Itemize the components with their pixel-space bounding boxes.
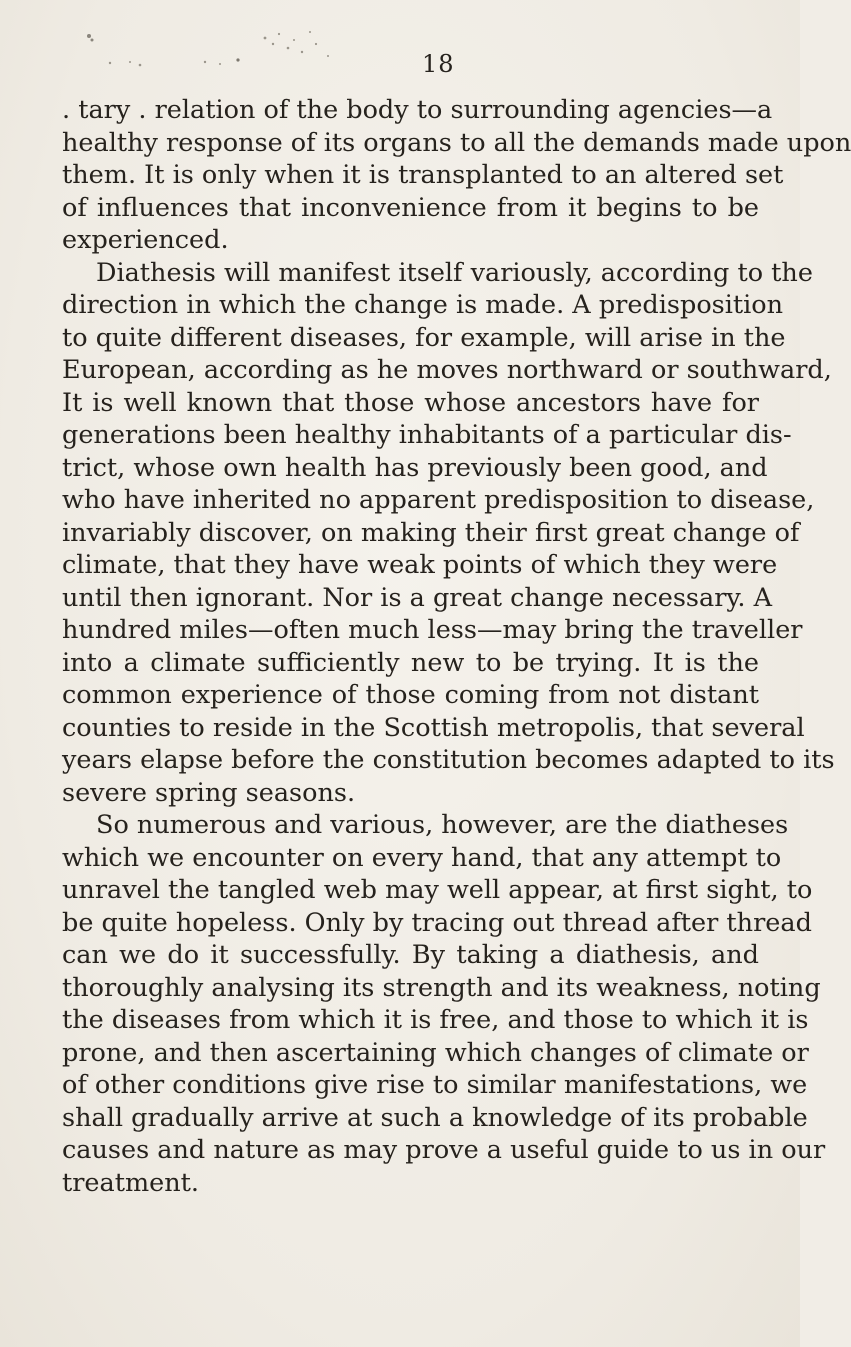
text-line: years elapse before the constitution becomes adapted to its xyxy=(62,745,835,775)
text-line: into a climate sufficiently new to be trying. It is the xyxy=(62,647,759,678)
text-line: So numerous and various, however, are the diatheses xyxy=(96,810,789,840)
text-line: treatment. xyxy=(62,1167,200,1198)
text-line: hundred miles—often much less—may bring the traveller xyxy=(62,615,803,645)
text-line: prone, and then ascertaining which changes of climate or xyxy=(62,1037,809,1068)
text-line: invariably discover, on making their first great change of xyxy=(62,517,800,548)
text-line: causes and nature as may prove a useful guide to us in our xyxy=(62,1135,826,1165)
text-line: unravel the tangled web may well appear, at first sight, to xyxy=(62,875,813,905)
text-line: Diathesis will manifest itself variously, according to the xyxy=(96,257,813,288)
text-line: climate, that they have weak points of which they were xyxy=(62,550,778,580)
text-line: European, according as he moves northward or southward, xyxy=(62,355,832,385)
text-line: counties to reside in the Scottish metropolis, that several xyxy=(62,712,805,743)
page-number-text: 18 xyxy=(422,50,455,78)
text-line: direction in which the change is made. A predisposition xyxy=(62,290,784,320)
text-line: to quite different diseases, for example, will arise in the xyxy=(62,322,786,353)
text-line: who have inherited no apparent predisposition to disease, xyxy=(62,485,815,515)
print-specks-decoration xyxy=(80,18,480,78)
text-line: of influences that inconvenience from it begins to be xyxy=(62,192,759,223)
body-text xyxy=(62,94,851,1199)
text-line: shall gradually arrive at such a knowledge of its probable xyxy=(62,1102,808,1133)
text-line: the diseases from which it is free, and those to which it is xyxy=(62,1005,809,1035)
text-line: thoroughly analysing its strength and its weakness, noting xyxy=(62,972,821,1003)
text-line: It is well known that those whose ancestors have for xyxy=(62,387,759,418)
text-line: . tary . relation of the body to surrounding agencies—a xyxy=(62,95,773,125)
text-line: until then ignorant. Nor is a great change necessary. A xyxy=(62,582,773,613)
text-line: them. It is only when it is transplanted to an altered set xyxy=(62,160,784,190)
text-line: trict, whose own health has previously been good, and xyxy=(62,452,768,483)
text-line: generations been healthy inhabitants of a particular dis- xyxy=(62,420,792,450)
text-line: healthy response of its organs to all the demands made upon xyxy=(62,127,851,158)
text-line: can we do it successfully. By taking a diathesis, and xyxy=(62,940,759,970)
text-line: common experience of those coming from not distant xyxy=(62,680,759,710)
text-line: be quite hopeless. Only by tracing out thread after thread xyxy=(62,907,812,938)
text-line: experienced. xyxy=(62,225,229,255)
text-line: which we encounter on every hand, that any attempt to xyxy=(62,842,782,873)
text-line: severe spring seasons. xyxy=(62,777,356,808)
text-line: of other conditions give rise to similar manifestations, we xyxy=(62,1070,808,1100)
